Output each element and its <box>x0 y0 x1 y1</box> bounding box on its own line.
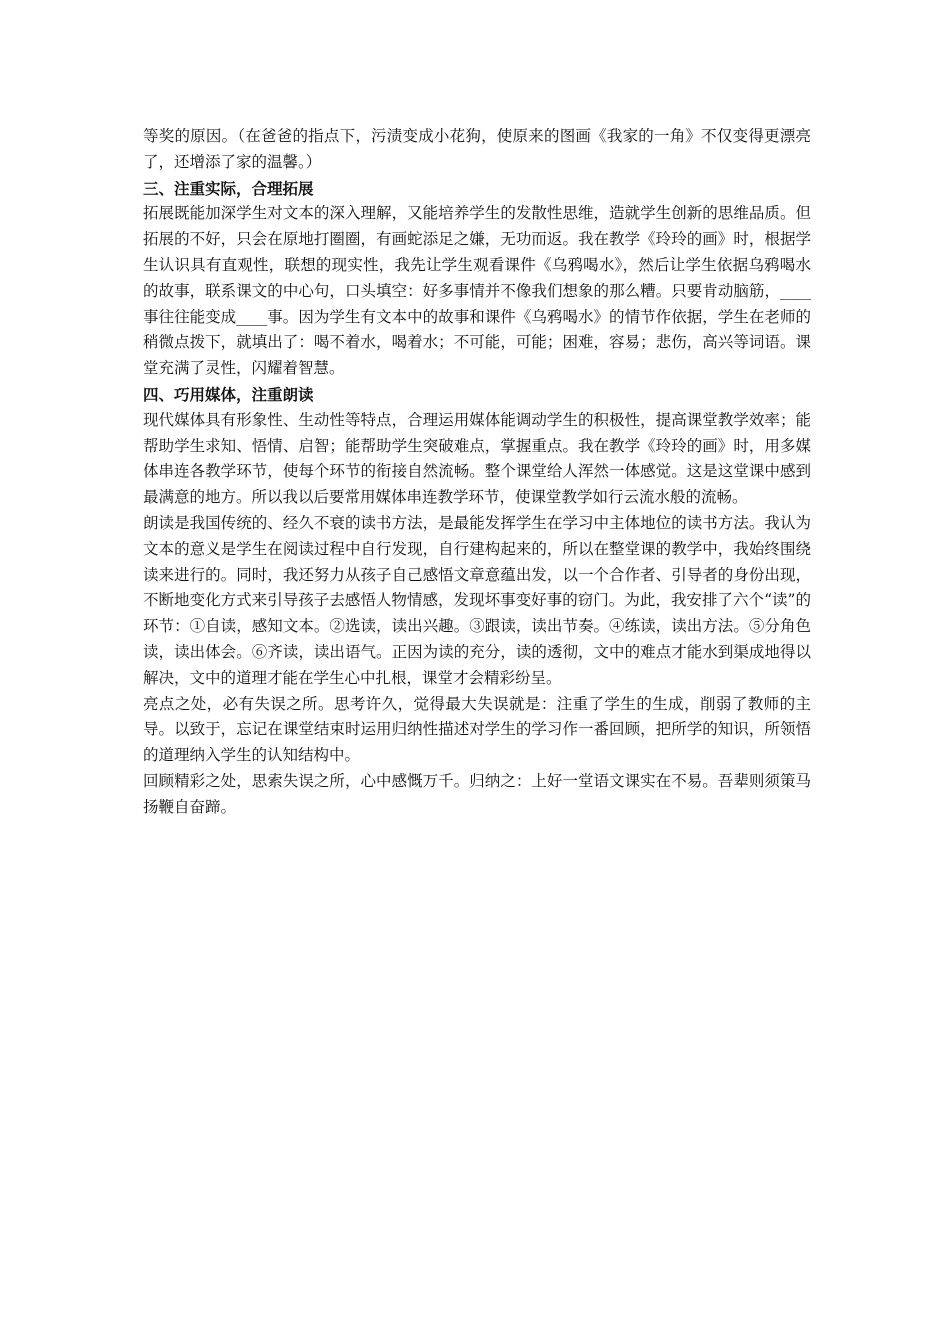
section-heading-4: 四、巧用媒体，注重朗读 <box>143 384 314 404</box>
paragraph-extension: 拓展既能加深学生对文本的深入理解，又能培养学生的发散性思维，造就学生创新的思维品质。但拓展的不好，只会在原地打圈圈，有画蛇添足之嫌，无功而返。我在教学《玲玲的画》时，根据学生认识具有直观性，联想的现实性，我先让学生观看课件《乌鸦喝水》，然后让学生依据乌鸦喝水的故事，联系课文的中心句，口头填空：好多事情并不像我们想象的那么糟。只要肯动脑筋，____事往往能变成____事。因为学生有文本中的故事和课件《乌鸦喝水》的情节作依据，学生在老师的稍微点拨下，就填出了：喝不着水，喝着水；不可能，可能；困难，容易；悲伤，高兴等词语。课堂充满了灵性，闪耀着智慧。 <box>143 204 811 378</box>
document-body <box>143 124 811 821</box>
paragraph-reflection: 亮点之处，必有失误之所。思考许久，觉得最大失误就是：注重了学生的生成，削弱了教师的主导。以致于，忘记在课堂结束时运用归纳性描述对学生的学习作一番回顾，把所学的知识，所领悟的道理纳入学生的认知结构中。 <box>143 694 811 765</box>
section-heading-3: 三、注重实际，合理拓展 <box>143 178 314 198</box>
paragraph-reading: 朗读是我国传统的、经久不衰的读书方法，是最能发挥学生在学习中主体地位的读书方法。我认为文本的意义是学生在阅读过程中自行发现，自行建构起来的，所以在整堂课的教学中，我始终围绕读来进行的。同时，我还努力从孩子自己感悟文章意蕴出发，以一个合作者、引导者的身份出现，不断地变化方式来引导孩子去感悟人物情感，发现坏事变好事的窃门。为此，我安排了六个“读”的环节：①自读，感知文本。②选读，读出兴趣。③跟读，读出节奏。④练读，读出方法。⑤分角色读，读出体会。⑥齐读，读出语气。正因为读的充分，读的透彻，文中的难点才能水到渠成地得以解决，文中的道理才能在学生心中扎根，课堂才会精彩纷呈。 <box>143 513 811 687</box>
paragraph-conclusion: 回顾精彩之处，思索失误之所，心中感慨万千。归纳之：上好一堂语文课实在不易。吾辈则须策马扬鞭自奋蹄。 <box>143 771 811 816</box>
paragraph-media: 现代媒体具有形象性、生动性等特点，合理运用媒体能调动学生的积极性，提高课堂教学效率；能帮助学生求知、悟情、启智；能帮助学生突破难点，掌握重点。我在教学《玲玲的画》时，用多媒体串连各教学环节，使每个环节的衔接自然流畅。整个课堂给人浑然一体感觉。这是这堂课中感到最满意的地方。所以我以后要常用媒体串连教学环节，使课堂教学如行云流水般的流畅。 <box>143 410 811 507</box>
paragraph-intro: 等奖的原因。（在爸爸的指点下，污渍变成小花狗，使原来的图画《我家的一角》不仅变得更漂亮了，还增添了家的温馨。） <box>143 127 811 171</box>
